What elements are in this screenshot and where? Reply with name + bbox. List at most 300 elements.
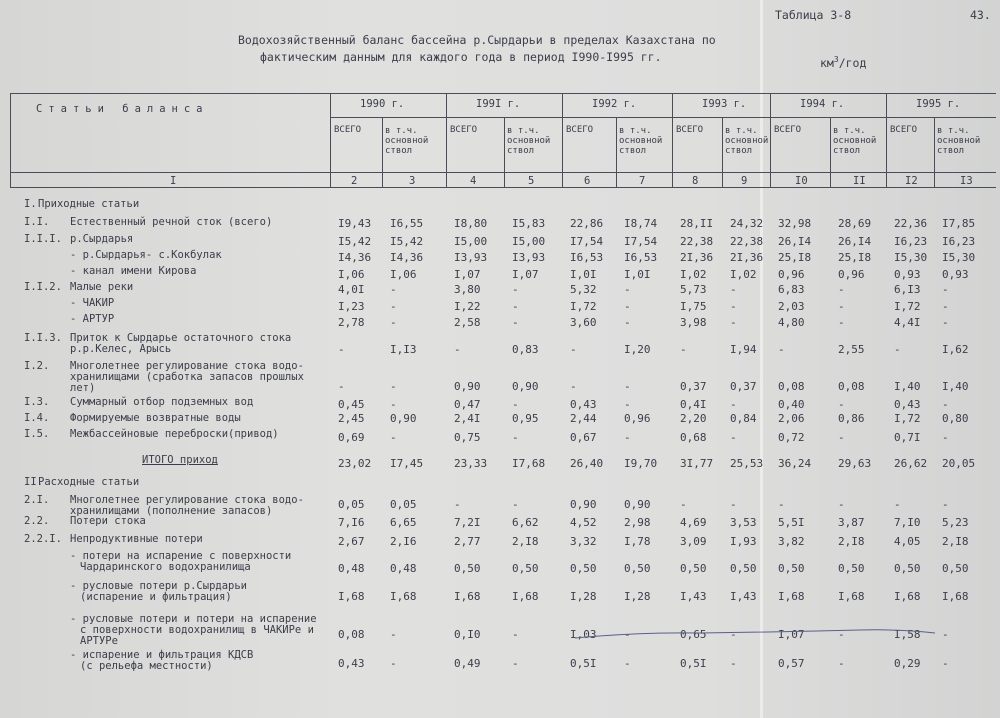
table-cell: 0,90: [390, 412, 417, 425]
table-cell: I,94: [730, 343, 757, 356]
table-cell: -: [942, 431, 949, 444]
table-cell: I,68: [454, 590, 481, 603]
column-number: I0: [795, 175, 808, 187]
table-cell: -: [338, 380, 345, 393]
sub-main-header: основной: [619, 136, 663, 146]
table-cell: I,23: [338, 300, 365, 313]
table-cell: 0,95: [512, 412, 539, 425]
row-label: [70, 516, 146, 527]
table-cell: I5,00: [454, 235, 488, 248]
sub-main-header: основной: [937, 136, 981, 146]
column-number: 2: [351, 175, 358, 187]
table-cell: I4,36: [390, 251, 424, 264]
table-cell: 2,I6: [390, 535, 417, 548]
table-cell: I5,30: [942, 251, 976, 264]
table-cell: I,68: [338, 590, 365, 603]
row-label-line: АРТУРе: [80, 635, 118, 647]
column-number: 9: [741, 175, 748, 187]
table-cell: 0,50: [838, 562, 865, 575]
table-cell: -: [942, 657, 949, 670]
table-cell: 3,80: [454, 283, 481, 296]
row-label-line: Чардаринского водохранилища: [80, 561, 251, 573]
table-cell: I,68: [942, 590, 969, 603]
table-cell: -: [454, 498, 461, 511]
row-label-line: Расходные статьи: [38, 476, 140, 488]
table-cell: I8,80: [454, 217, 488, 230]
col-rule: [722, 117, 723, 187]
table-cell: I5,00: [512, 235, 546, 248]
table-cell: 0,96: [778, 268, 805, 281]
row-label-line: - русловые потери р.Сырдарьи: [70, 580, 248, 592]
year-header: I992 г.: [592, 98, 637, 110]
table-cell: I,43: [680, 590, 707, 603]
table-cell: I,07: [512, 268, 539, 281]
col-header-main: Статьи баланса: [36, 103, 209, 115]
table-cell: 2,67: [338, 535, 365, 548]
table-cell: 36,24: [778, 457, 812, 470]
table-cell: 0,08: [338, 628, 365, 641]
row-code: II.: [24, 476, 43, 488]
table-cell: 0,50: [778, 562, 805, 575]
column-number: 4: [470, 175, 477, 187]
table-cell: -: [838, 498, 845, 511]
table-cell: I,22: [454, 300, 481, 313]
table-cell: I6,23: [942, 235, 976, 248]
table-label: Таблица 3-8: [775, 8, 852, 22]
sub-main-header: ствол: [619, 146, 647, 156]
table-cell: 0,05: [390, 498, 417, 511]
table-cell: 2,4I: [454, 412, 481, 425]
table-cell: 28,II: [680, 217, 714, 230]
row-label: [70, 361, 304, 394]
year-header: I99I г.: [476, 98, 521, 110]
table-cell: 2,I8: [942, 535, 969, 548]
table-cell: I,68: [390, 590, 417, 603]
column-number: 5: [528, 175, 535, 187]
table-cell: I6,55: [390, 217, 424, 230]
table-cell: -: [838, 283, 845, 296]
column-number: 3: [409, 175, 416, 187]
table-cell: 3,32: [570, 535, 597, 548]
row-label-line: ИТОГО приход: [142, 454, 218, 466]
col-rule: [330, 93, 331, 187]
table-cell: 0,I0: [454, 628, 481, 641]
table-cell: 0,83: [512, 343, 539, 356]
row-code: 2.2.: [24, 515, 50, 527]
table-cell: I,02: [680, 268, 707, 281]
year-header: I995 г.: [916, 98, 961, 110]
table-cell: 25,I8: [838, 251, 872, 264]
row-label-line: р.Сырдарья: [70, 233, 134, 245]
table-top-rule: [10, 93, 996, 94]
col-rule: [446, 93, 447, 187]
table-cell: -: [624, 431, 631, 444]
table-cell: -: [730, 398, 737, 411]
table-cell: -: [624, 316, 631, 329]
table-cell: -: [838, 398, 845, 411]
table-cell: -: [894, 343, 901, 356]
table-cell: 0,75: [454, 431, 481, 444]
table-cell: 20,05: [942, 457, 976, 470]
table-cell: -: [838, 657, 845, 670]
sub-main-header: основной: [385, 136, 429, 146]
table-cell: -: [730, 283, 737, 296]
table-cell: 0,5I: [680, 657, 707, 670]
table-cell: -: [338, 343, 345, 356]
table-cell: 4,0I: [338, 283, 365, 296]
sub-main-header: в т.ч.: [507, 126, 540, 136]
table-cell: -: [838, 431, 845, 444]
table-cell: 0,08: [838, 380, 865, 393]
table-cell: I,75: [680, 300, 707, 313]
table-cell: I5,42: [390, 235, 424, 248]
table-cell: 0,96: [838, 268, 865, 281]
table-cell: 4,80: [778, 316, 805, 329]
table-cell: -: [624, 300, 631, 313]
table-cell: -: [680, 498, 687, 511]
row-code: I.I.2.: [24, 281, 62, 293]
table-cell: I3,93: [454, 251, 488, 264]
table-cell: 2,45: [338, 412, 365, 425]
table-cell: -: [390, 300, 397, 313]
table-cell: 0,90: [570, 498, 597, 511]
row-label-line: р.р.Келес, Арысь: [70, 343, 172, 355]
table-cell: I,68: [894, 590, 921, 603]
row-label: [70, 429, 279, 440]
table-cell: I,02: [730, 268, 757, 281]
table-cell: -: [570, 380, 577, 393]
table-cell: 22,38: [730, 235, 764, 248]
table-cell: I7,68: [512, 457, 546, 470]
row-label-line: Естественный речной сток (всего): [70, 216, 273, 228]
table-cell: -: [942, 316, 949, 329]
row-label-line: Малые реки: [70, 281, 134, 293]
table-cell: 2,44: [570, 412, 597, 425]
table-cell: I,28: [570, 590, 597, 603]
table-cell: -: [512, 316, 519, 329]
row-label-line: Приходные статьи: [38, 198, 140, 210]
table-cell: 0,48: [390, 562, 417, 575]
table-cell: -: [894, 498, 901, 511]
table-cell: 5,23: [942, 516, 969, 529]
table-cell: -: [512, 498, 519, 511]
table-cell: -: [512, 283, 519, 296]
table-cell: 0,90: [454, 380, 481, 393]
row-label: [70, 614, 317, 647]
table-cell: 2,98: [624, 516, 651, 529]
sub-main-header: в т.ч.: [619, 126, 652, 136]
sub-main-header: основной: [725, 136, 769, 146]
table-cell: -: [730, 431, 737, 444]
paper-fold: [760, 0, 763, 718]
table-cell: 3,98: [680, 316, 707, 329]
table-cell: -: [390, 316, 397, 329]
table-cell: -: [730, 657, 737, 670]
table-cell: -: [390, 283, 397, 296]
row-label-line: Многолетнее регулирование стока водо-: [70, 360, 304, 372]
col-rule: [934, 117, 935, 187]
row-label-line: Потери стока: [70, 515, 146, 527]
table-cell: -: [942, 300, 949, 313]
table-cell: -: [624, 628, 631, 641]
row-label: [38, 477, 139, 488]
row-label-line: Формируемые возвратные воды: [70, 412, 241, 424]
table-cell: I,58: [894, 628, 921, 641]
table-cell: 6,62: [512, 516, 539, 529]
sub-total-header: ВСЕГО: [676, 125, 704, 135]
row-label: [70, 282, 133, 293]
year-header: I993 г.: [702, 98, 747, 110]
table-cell: 7,I0: [894, 516, 921, 529]
table-cell: -: [942, 498, 949, 511]
table-cell: 0,49: [454, 657, 481, 670]
table-cell: I5,42: [338, 235, 372, 248]
table-cell: I6,23: [894, 235, 928, 248]
column-number: II: [853, 175, 866, 187]
table-cell: 0,37: [730, 380, 757, 393]
table-cell: 2,I8: [512, 535, 539, 548]
row-code: I.I.: [24, 216, 50, 228]
table-cell: 0,68: [680, 431, 707, 444]
row-label-line: Приток к Сырдарье остаточного стока: [70, 332, 292, 344]
table-cell: 0,50: [454, 562, 481, 575]
table-cell: 0,43: [338, 657, 365, 670]
table-cell: I,06: [338, 268, 365, 281]
title-line-1: Водохозяйственный баланс бассейна р.Сырдарьи в пределах Казахстана по: [238, 33, 716, 47]
table-cell: 4,4I: [894, 316, 921, 329]
table-cell: -: [390, 431, 397, 444]
table-cell: I7,45: [390, 457, 424, 470]
table-cell: 3,09: [680, 535, 707, 548]
table-cell: 0,96: [624, 412, 651, 425]
table-cell: 2,58: [454, 316, 481, 329]
col-rule: [672, 93, 673, 187]
table-cell: 24,32: [730, 217, 764, 230]
table-cell: 0,48: [338, 562, 365, 575]
row-label: [70, 397, 253, 408]
row-code: I.5.: [24, 428, 50, 440]
table-cell: 0,57: [778, 657, 805, 670]
table-cell: 3I,77: [680, 457, 714, 470]
table-cell: I,06: [390, 268, 417, 281]
row-label-line: (испарение и фильтрация): [80, 591, 232, 603]
row-label-line: - русловые потери и потери на испарение: [70, 613, 317, 625]
table-cell: 2,55: [838, 343, 865, 356]
table-cell: -: [838, 628, 845, 641]
row-code: 2.I.: [24, 494, 50, 506]
table-cell: 23,33: [454, 457, 488, 470]
table-cell: 0,08: [778, 380, 805, 393]
sub-total-header: ВСЕГО: [774, 125, 802, 135]
row-label-line: Непродуктивные потери: [70, 533, 203, 545]
table-left-rule: [10, 93, 11, 187]
table-cell: 4,69: [680, 516, 707, 529]
table-cell: 0,50: [570, 562, 597, 575]
row-label-line: лет): [70, 382, 96, 394]
table-cell: -: [942, 283, 949, 296]
row-code: I.I.I.: [24, 233, 62, 245]
table-cell: 0,93: [894, 268, 921, 281]
table-cell: 2,20: [680, 412, 707, 425]
row-label-line: - испарение и фильтрация КДСВ: [70, 649, 254, 661]
row-code: I.2.: [24, 360, 50, 372]
table-cell: 2,I8: [838, 535, 865, 548]
sub-main-header: в т.ч.: [833, 126, 866, 136]
table-cell: 5,73: [680, 283, 707, 296]
table-cell: I,07: [778, 628, 805, 641]
table-cell: 0,90: [624, 498, 651, 511]
sub-main-header: ствол: [385, 146, 413, 156]
table-cell: -: [512, 628, 519, 641]
table-cell: 0,50: [680, 562, 707, 575]
table-cell: 2,06: [778, 412, 805, 425]
table-cell: -: [730, 316, 737, 329]
row-label: [70, 581, 247, 603]
row-label-line: хранилищами (пополнение запасов): [70, 505, 273, 517]
table-cell: I,68: [512, 590, 539, 603]
table-cell: -: [838, 316, 845, 329]
table-cell: I,07: [454, 268, 481, 281]
table-cell: 0,43: [570, 398, 597, 411]
table-cell: 6,I3: [894, 283, 921, 296]
table-cell: I,0I: [570, 268, 597, 281]
row-label-line: Многолетнее регулирование стока водо-: [70, 494, 304, 506]
row-label: [70, 266, 196, 277]
row-label-line: Межбассейновые переброски(привод): [70, 428, 279, 440]
row-label: [70, 234, 133, 245]
table-cell: 26,62: [894, 457, 928, 470]
table-cell: I7,85: [942, 217, 976, 230]
year-header: 1990 г.: [360, 98, 405, 110]
table-cell: -: [512, 398, 519, 411]
table-cell: 2I,36: [730, 251, 764, 264]
table-cell: 23,02: [338, 457, 372, 470]
table-cell: -: [778, 343, 785, 356]
table-cell: -: [624, 657, 631, 670]
table-cell: -: [512, 657, 519, 670]
sub-main-header: в т.ч.: [937, 126, 970, 136]
table-cell: 0,50: [512, 562, 539, 575]
table-cell: 4,52: [570, 516, 597, 529]
row-label: [70, 495, 304, 517]
table-cell: -: [778, 498, 785, 511]
col-rule: [504, 117, 505, 187]
table-cell: I8,74: [624, 217, 658, 230]
row-code: I.: [24, 198, 37, 210]
table-cell: -: [570, 343, 577, 356]
table-cell: I,0I: [624, 268, 651, 281]
table-cell: I9,70: [624, 457, 658, 470]
table-cell: 3,82: [778, 535, 805, 548]
table-cell: 25,53: [730, 457, 764, 470]
table-cell: I,40: [942, 380, 969, 393]
row-label: [70, 217, 272, 228]
col-rule: [562, 93, 563, 187]
table-cell: I,43: [730, 590, 757, 603]
table-cell: I,28: [624, 590, 651, 603]
table-cell: -: [390, 628, 397, 641]
table-cell: I6,53: [624, 251, 658, 264]
table-cell: 7,I6: [338, 516, 365, 529]
sub-total-header: ВСЕГО: [334, 125, 362, 135]
table-cell: -: [730, 498, 737, 511]
row-label-line: Суммарный отбор подземных вод: [70, 396, 254, 408]
table-cell: 3,87: [838, 516, 865, 529]
table-cell: 0,40: [778, 398, 805, 411]
sub-main-header: ствол: [507, 146, 535, 156]
table-cell: 0,29: [894, 657, 921, 670]
table-cell: I,78: [624, 535, 651, 548]
year-header: I994 г.: [800, 98, 845, 110]
col-rule: [886, 93, 887, 187]
table-cell: 0,67: [570, 431, 597, 444]
column-number: 8: [692, 175, 699, 187]
table-cell: -: [454, 343, 461, 356]
row-label-line: - р.Сырдарья- с.Кокбулак: [70, 249, 222, 261]
col-rule: [616, 117, 617, 187]
table-cell: 0,90: [512, 380, 539, 393]
table-cell: 0,05: [338, 498, 365, 511]
sub-total-header: ВСЕГО: [450, 125, 478, 135]
table-cell: 0,80: [942, 412, 969, 425]
table-cell: I7,54: [624, 235, 658, 248]
table-cell: -: [512, 300, 519, 313]
table-cell: 0,50: [894, 562, 921, 575]
table-cell: I6,53: [570, 251, 604, 264]
table-cell: 26,I4: [838, 235, 872, 248]
table-cell: I7,54: [570, 235, 604, 248]
table-cell: I,93: [730, 535, 757, 548]
sub-total-header: ВСЕГО: [890, 125, 918, 135]
row-label-line: - канал имени Кирова: [70, 265, 197, 277]
column-number: 6: [584, 175, 591, 187]
table-cell: 26,40: [570, 457, 604, 470]
table-cell: I,72: [894, 412, 921, 425]
table-cell: I3,93: [512, 251, 546, 264]
table-cell: -: [624, 380, 631, 393]
table-cell: I,62: [942, 343, 969, 356]
sub-main-header: ствол: [833, 146, 861, 156]
column-number: 7: [639, 175, 646, 187]
table-cell: -: [390, 398, 397, 411]
table-cell: -: [680, 343, 687, 356]
sub-main-header: ствол: [937, 146, 965, 156]
table-cell: -: [624, 398, 631, 411]
table-cell: I,72: [894, 300, 921, 313]
col-rule: [830, 117, 831, 187]
table-cell: -: [942, 398, 949, 411]
unit-label: $км^3$/год: [820, 55, 867, 70]
table-cell: -: [942, 628, 949, 641]
row-label: [70, 333, 291, 355]
row-label: [70, 551, 291, 573]
sub-main-header: в т.ч.: [385, 126, 418, 136]
table-cell: 0,65: [680, 628, 707, 641]
table-cell: -: [730, 628, 737, 641]
row-label-line: хранилищами (сработка запасов прошлых: [70, 371, 304, 383]
table-cell: I,68: [838, 590, 865, 603]
table-cell: 0,43: [894, 398, 921, 411]
table-cell: 0,69: [338, 431, 365, 444]
table-cell: 2I,36: [680, 251, 714, 264]
table-cell: 0,72: [778, 431, 805, 444]
table-cell: 0,86: [838, 412, 865, 425]
table-cell: 0,37: [680, 380, 707, 393]
title-line-2: фактическим данным для каждого года в период I990-I995 гг.: [260, 50, 662, 64]
table-cell: -: [512, 431, 519, 444]
table-cell: 32,98: [778, 217, 812, 230]
table-cell: -: [730, 300, 737, 313]
